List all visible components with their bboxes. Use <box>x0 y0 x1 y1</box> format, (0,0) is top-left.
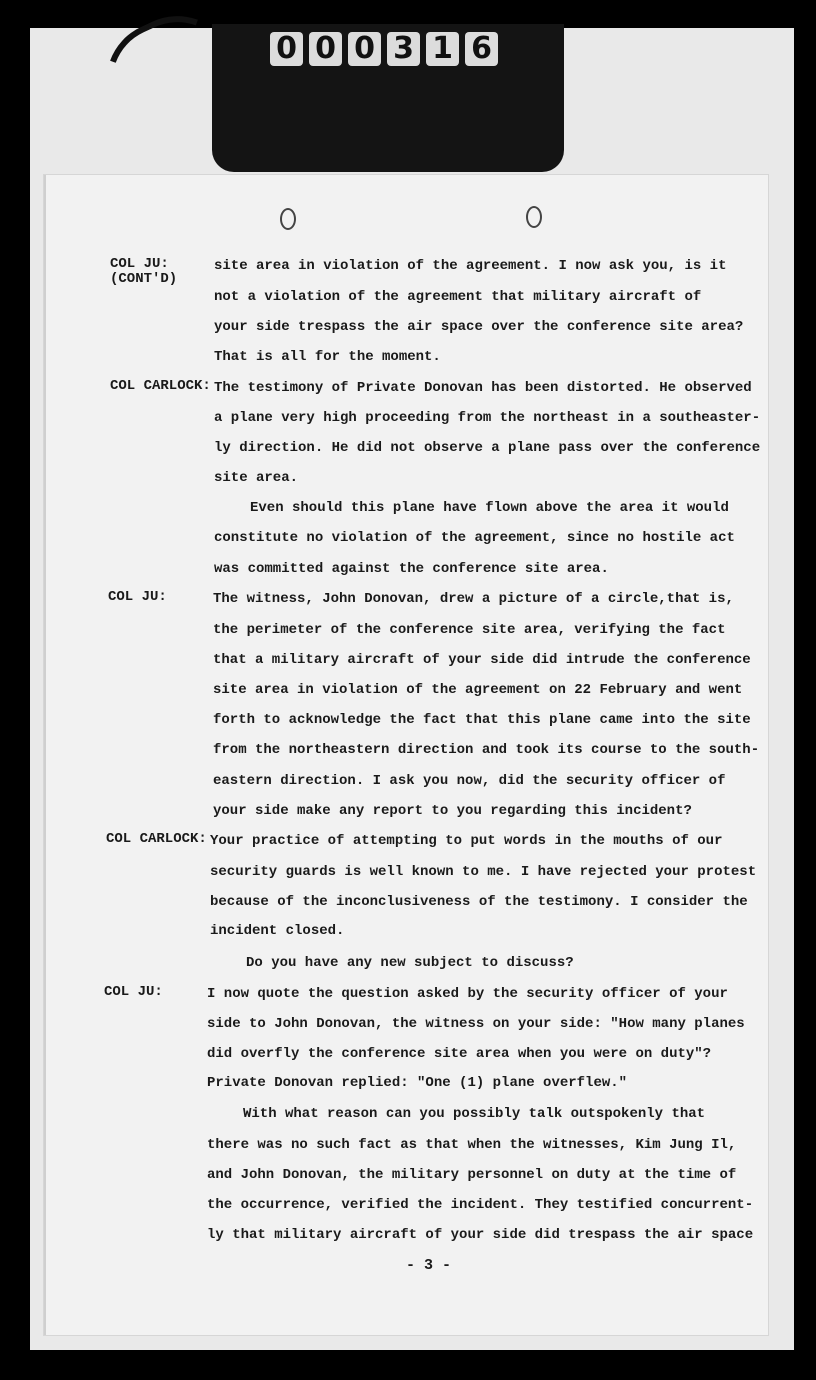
punch-hole <box>280 208 296 230</box>
transcript-line: I now quote the question asked by the security officer of your <box>207 986 728 1002</box>
transcript-line: Private Donovan replied: "One (1) plane overflew." <box>207 1075 628 1091</box>
transcript-line: the perimeter of the conference site area, verifying the fact <box>213 622 726 638</box>
punch-hole <box>526 206 542 228</box>
speaker-name-line: COL JU: <box>104 984 163 1000</box>
speaker-name-line: COL JU: <box>108 589 167 605</box>
counter-digit: 0 <box>348 32 381 66</box>
transcript-line: Even should this plane have flown above the area it would <box>250 500 729 516</box>
transcript-line: your side make any report to you regarding this incident? <box>213 803 692 819</box>
speaker-label <box>104 985 163 1000</box>
speaker-label <box>108 590 167 605</box>
transcript-line: The witness, John Donovan, drew a picture of a circle,that is, <box>213 591 734 607</box>
transcript-line: Do you have any new subject to discuss? <box>246 955 574 971</box>
transcript-line: incident closed. <box>210 923 345 939</box>
speaker-name-line: COL CARLOCK: <box>110 378 211 394</box>
speaker-label <box>106 832 207 847</box>
counter-digit: 1 <box>426 32 459 66</box>
transcript-line: your side trespass the air space over the conference site area? <box>214 319 744 335</box>
frame-counter-device <box>212 24 564 172</box>
transcript-line: did overfly the conference site area when you were on duty"? <box>207 1046 712 1062</box>
transcript-line: and John Donovan, the military personnel on duty at the time of <box>207 1167 737 1183</box>
counter-digit: 3 <box>387 32 420 66</box>
transcript-line: ly direction. He did not observe a plane pass over the conference <box>214 440 761 456</box>
page-number: - 3 - <box>406 1257 452 1274</box>
speaker-name-line: (CONT'D) <box>110 271 178 287</box>
speaker-name-line: COL JU: <box>110 256 169 272</box>
counter-digit: 0 <box>309 32 342 66</box>
transcript-line: With what reason can you possibly talk outspokenly that <box>243 1106 706 1122</box>
transcript-line: security guards is well known to me. I have rejected your protest <box>210 864 757 880</box>
counter-digit: 0 <box>270 32 303 66</box>
transcript-line: was committed against the conference site area. <box>214 561 609 577</box>
transcript-line: because of the inconclusiveness of the testimony. I consider the <box>210 894 748 910</box>
transcript-line: That is all for the moment. <box>214 349 441 365</box>
speaker-label <box>110 257 177 287</box>
transcript-line: site area. <box>214 470 299 486</box>
speaker-name-line: COL CARLOCK: <box>106 831 207 847</box>
transcript-line: not a violation of the agreement that military aircraft of <box>214 289 702 305</box>
transcript-line: ly that military aircraft of your side did trespass the air space <box>207 1227 754 1243</box>
transcript-line: site area in violation of the agreement. I now ask you, is it <box>214 258 727 274</box>
transcript-line: the occurrence, verified the incident. They testified concurrent- <box>207 1197 754 1213</box>
transcript-line: eastern direction. I ask you now, did the security officer of <box>213 773 726 789</box>
transcript-line: site area in violation of the agreement on 22 February and went <box>213 682 743 698</box>
transcript-line: there was no such fact as that when the witnesses, Kim Jung Il, <box>207 1137 737 1153</box>
transcript-line: Your practice of attempting to put words in the mouths of our <box>210 833 723 849</box>
transcript-line: forth to acknowledge the fact that this plane came into the site <box>213 712 751 728</box>
transcript-line: side to John Donovan, the witness on your side: "How many planes <box>207 1016 745 1032</box>
transcript-line: a plane very high proceeding from the northeast in a southeaster- <box>214 410 761 426</box>
speaker-label <box>110 379 211 394</box>
transcript-line: constitute no violation of the agreement, since no hostile act <box>214 530 735 546</box>
transcript-line: that a military aircraft of your side did intrude the conference <box>213 652 751 668</box>
frame-counter-digits <box>270 32 498 66</box>
transcript-line: from the northeastern direction and took its course to the south- <box>213 742 760 758</box>
counter-digit: 6 <box>465 32 498 66</box>
transcript-line: The testimony of Private Donovan has been distorted. He observed <box>214 380 752 396</box>
